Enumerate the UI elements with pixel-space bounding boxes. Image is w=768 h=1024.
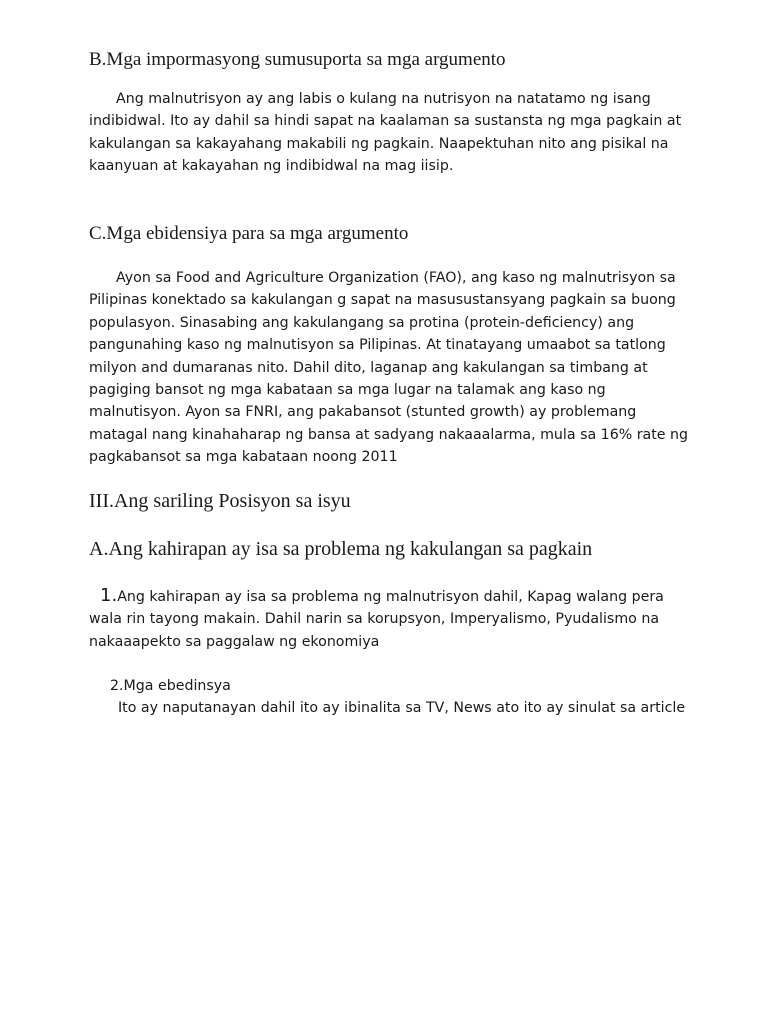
section-b-paragraph [89,88,681,178]
item-1-paragraph [89,585,664,653]
paragraph-line: pagkabansot sa mga kabataan noong 2011 [89,449,398,466]
paragraph-line: matagal nang kinahaharap ng bansa at sadyang nakaaalarma, mula sa 16% rate ng [89,426,689,443]
item-2-text: Ito ay naputanayan dahil ito ay ibinalita sa TV, News ato ito ay sinulat sa article [118,700,686,716]
paragraph-line: wala rin tayong makain. Dahil narin sa korupsyon, Imperyalismo, Pyudalismo na [89,611,660,628]
section-c-heading: C.Mga ebidensiya para sa mga argumento [89,223,409,244]
paragraph-line [89,585,664,608]
paragraph-line: pagiging bansot ng mga kabataan sa mga lugar na talamak ang kaso ng [89,382,606,399]
paragraph-line: malnutisyon. Ayon sa FNRI, ang pakabansot (stunted growth) ay problemang [89,404,637,421]
section-a-heading: A.Ang kahirapan ay isa sa problema ng kakulangan sa pagkain [89,538,593,560]
paragraph-line: milyon and dumaranas nito. Dahil dito, laganap ang kakulangan sa timbang at [89,359,648,376]
paragraph-line: kaanyuan at kakayahan ng indibidwal na mag iisip. [89,158,454,175]
paragraph-line: pangunahing kaso ng malnutisyon sa Pilipinas. At tinatayang umaabot sa tatlong [89,337,666,354]
item-2-heading: 2.Mga ebedinsya [110,678,231,694]
item-1-number: 1. [100,585,118,606]
section-iii-heading: III.Ang sariling Posisyon sa isyu [89,490,351,512]
section-b-heading: B.Mga impormasyong sumusuporta sa mga argumento [89,49,506,70]
item-1-text: Ang kahirapan ay isa sa problema ng malnutrisyon dahil, Kapag walang pera [117,589,664,605]
paragraph-line: indibidwal. Ito ay dahil sa hindi sapat na kaalaman sa sustansta ng mga pagkain at [89,113,682,130]
paragraph-line: kakulangan sa kakayahang makabili ng pagkain. Naapektuhan nito ang pisikal na [89,135,669,152]
paragraph-line: nakaaapekto sa paggalaw ng ekonomiya [89,633,380,650]
paragraph-line: Ayon sa Food and Agriculture Organization (FAO), ang kaso ng malnutrisyon sa [116,270,676,286]
paragraph-line: Pilipinas konektado sa kakulangan g sapat na masusustansyang pagkain sa buong [89,292,676,309]
section-c-paragraph [89,267,688,469]
paragraph-line: populasyon. Sinasabing ang kakulangang sa protina (protein-deficiency) ang [89,314,635,331]
paragraph-line: Ang malnutrisyon ay ang labis o kulang na nutrisyon na natatamo ng isang [116,91,651,107]
